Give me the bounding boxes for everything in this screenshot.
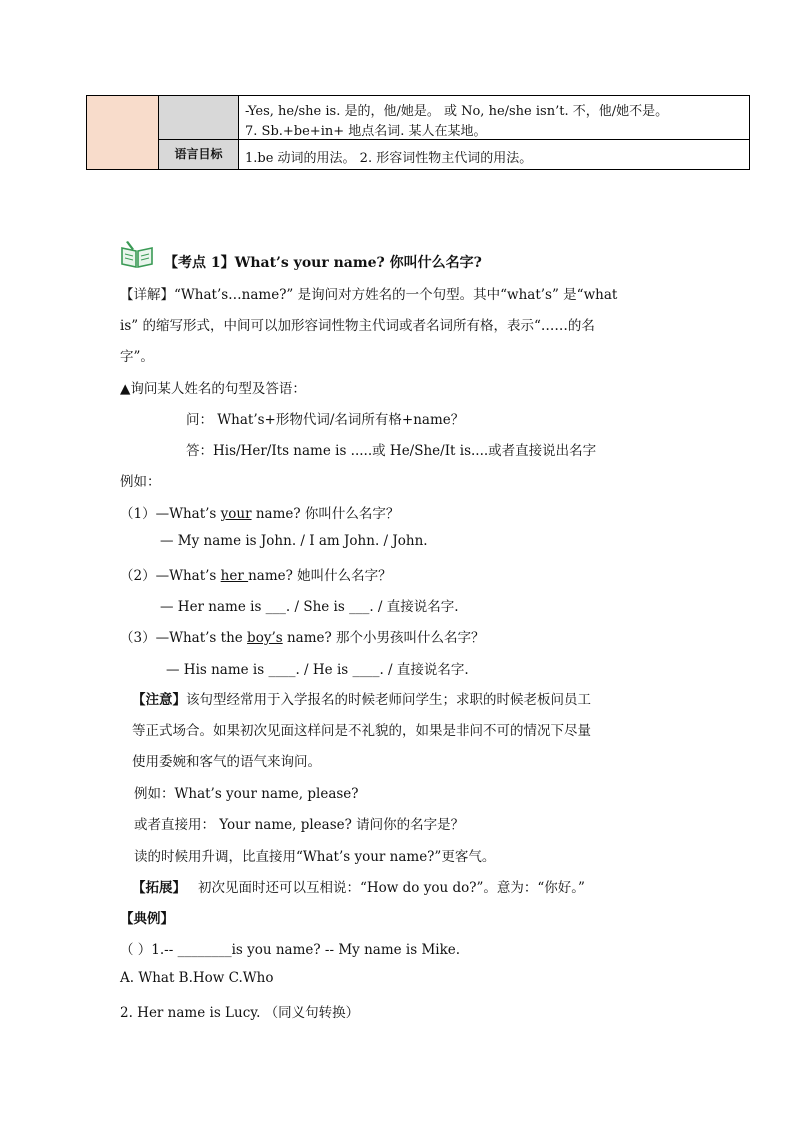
table-cell-label-empty xyxy=(159,96,239,140)
example-2 xyxy=(120,564,392,584)
note-direct: 或者直接用： Your name, please? 请问你的名字是？ xyxy=(134,817,465,833)
question-1-options: A. What B.How C.Who xyxy=(120,970,274,986)
example-1-answer: — My name is John. / I am John. / John. xyxy=(160,533,428,549)
note-line-3: 使用委婉和客气的语气来询问。 xyxy=(132,754,321,770)
example-2-pre: （2）—What’s xyxy=(120,568,221,584)
example-3-answer: — His name is ____. / He is ____. / 直接说名字. xyxy=(166,662,469,678)
table-divider xyxy=(239,139,749,140)
book-pencil-icon xyxy=(120,240,154,268)
extension-text: 初次见面时还可以互相说：“How do you do?”。意为：“你好。” xyxy=(198,880,585,896)
table-row2-text: 1.be 动词的用法。 2. 形容词性物主代词的用法。 xyxy=(245,151,533,166)
pattern-answer: 答：His/Her/Its name is .....或 He/She/It is....或者直接说出名字 xyxy=(186,443,597,459)
detail-line-1: 【详解】“What’s…name?” 是询问对方姓名的一个句型。其中“what’s” 是“what xyxy=(120,287,618,303)
question-1: （ ）1.-- ________is you name? -- My name is Mike. xyxy=(120,942,461,958)
note-line-2: 等正式场合。如果初次见面这样问是不礼貌的，如果是非问不可的情况下尽量 xyxy=(132,723,591,739)
example-3 xyxy=(120,626,485,646)
example-1 xyxy=(120,502,399,522)
note-label: 【注意】 xyxy=(132,692,186,708)
example-2-underlined: her xyxy=(220,568,249,584)
note-line-1 xyxy=(132,688,591,708)
example-1-pre: （1）—What’s xyxy=(120,506,221,522)
info-table xyxy=(86,95,750,170)
table-cell-label: 语言目标 xyxy=(159,140,239,169)
example-3-post: name? 那个小男孩叫什么名字？ xyxy=(282,630,485,646)
example-1-post: name? 你叫什么名字？ xyxy=(251,506,400,522)
example-2-post: name? 她叫什么名字？ xyxy=(248,568,392,584)
pattern-heading: ▲询问某人姓名的句型及答语： xyxy=(120,381,306,397)
extension-line xyxy=(132,876,585,896)
kaodian-title: 【考点 1】What’s your name? 你叫什么名字? xyxy=(164,255,482,271)
example-heading: 例如： xyxy=(120,474,161,490)
question-2: 2. Her name is Lucy. （同义句转换） xyxy=(120,1005,360,1021)
example-1-underlined: your xyxy=(220,506,252,522)
table-cell-side xyxy=(87,96,159,169)
note-text-1: 该句型经常用于入学报名的时候老师问学生；求职的时候老板问员工 xyxy=(186,692,591,708)
pattern-ask: 问： What’s+形物代词/名词所有格+name？ xyxy=(186,412,465,428)
example-3-underlined: boy’s xyxy=(247,630,283,646)
table-row1-line1: -Yes, he/she is. 是的，他/她是。 或 No, he/she isn’t. 不，他/她不是。 xyxy=(245,104,669,119)
table-row1-line2: 7. Sb.+be+in+ 地点名词. 某人在某地。 xyxy=(245,124,487,139)
dianli-heading: 【典例】 xyxy=(120,911,174,927)
example-2-answer: — Her name is ___. / She is ___. / 直接说名字. xyxy=(160,599,459,615)
note-example: 例如：What’s your name, please? xyxy=(134,786,359,802)
detail-line-3: 字”。 xyxy=(120,349,154,365)
extension-label: 【拓展】 xyxy=(132,880,186,896)
note-tone: 读的时候用升调，比直接用“What’s your name?”更客气。 xyxy=(134,849,496,865)
detail-line-2: is” 的缩写形式，中间可以加形容词性物主代词或者名词所有格，表示“……的名 xyxy=(120,318,595,334)
example-3-pre: （3）—What’s the xyxy=(120,630,248,646)
